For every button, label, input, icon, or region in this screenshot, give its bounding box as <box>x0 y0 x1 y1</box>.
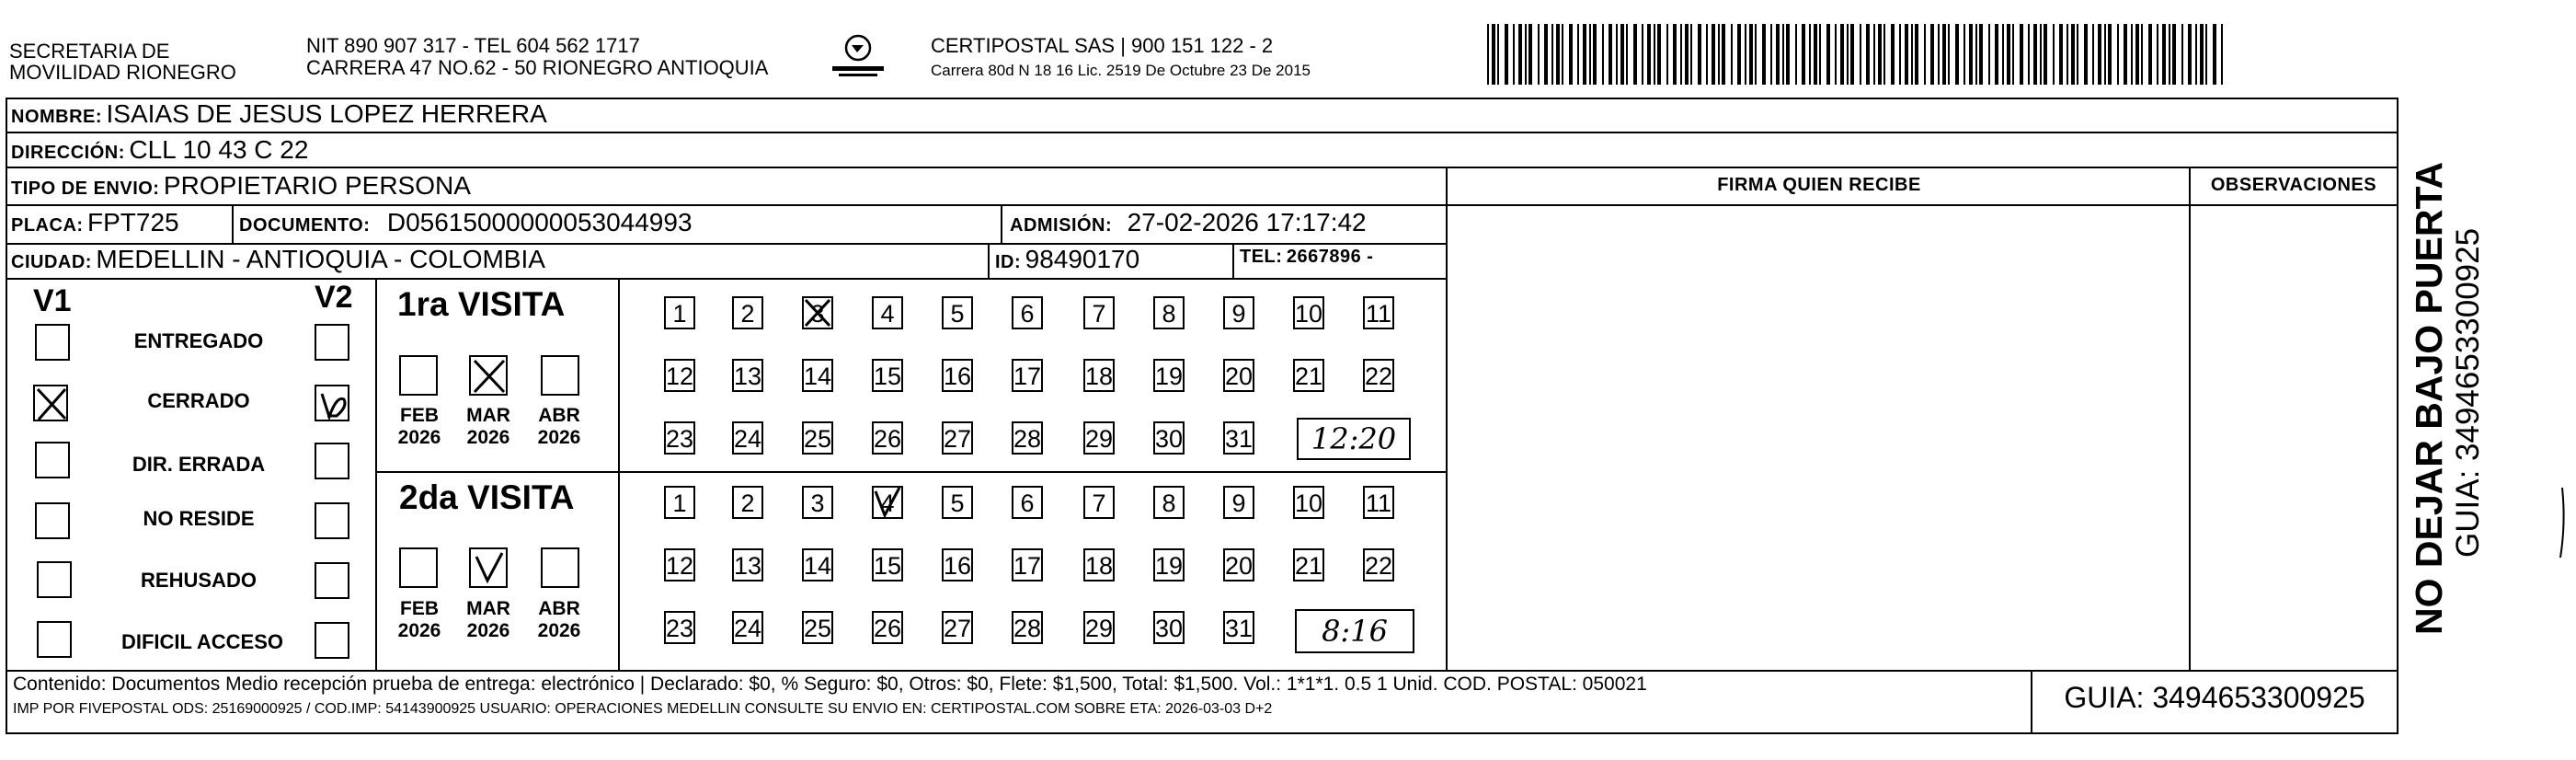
divider <box>1232 243 1234 278</box>
visit1-time[interactable] <box>1297 418 1411 460</box>
footer-contenido: Contenido: Documentos Medio recepción prueba de entrega: electrónico | Declarado: $0, % Seguro: $0, Otros: $0, Flete: $1,500, Total: $1,500. Vol.: 1*1*1. 0.5 1 Unid. COD. POSTAL: 050021 <box>13 674 1647 695</box>
v1-no-reside-checkbox[interactable] <box>35 502 70 539</box>
divider <box>375 278 377 670</box>
visit1-day-5[interactable]: 5 <box>942 296 973 329</box>
side-warning: NO DEJAR BAJO PUERTA <box>2408 161 2450 635</box>
status-dificil-acceso: DIFICIL ACCESO <box>120 630 283 653</box>
visit1-day-18[interactable]: 18 <box>1083 359 1115 392</box>
side-guia: GUIA: 3494653300925 <box>2450 227 2486 558</box>
firma-header: FIRMA QUIEN RECIBE <box>1717 175 1921 195</box>
visit1-day-4[interactable]: 4 <box>872 296 903 329</box>
year-label: 2026 <box>397 427 441 448</box>
tel-label: TEL: <box>1240 247 1283 267</box>
entity-line2: MOVILIDAD RIONEGRO <box>9 61 236 84</box>
month-label: FEB <box>400 598 439 619</box>
x-mark-icon <box>802 296 833 329</box>
divider <box>1446 167 1448 670</box>
visit1-month-feb <box>394 405 445 449</box>
month-label: FEB <box>400 405 439 426</box>
visit1-day-17[interactable]: 17 <box>1012 359 1043 392</box>
visit2-month-mar <box>463 598 514 642</box>
x-mark-icon <box>471 357 508 396</box>
visit1-day-1[interactable]: 1 <box>664 296 695 329</box>
visit2-day-18[interactable]: 18 <box>1083 548 1115 582</box>
status-rehusado: REHUSADO <box>141 569 257 592</box>
admision-value: 27-02-2026 17:17:42 <box>1127 208 1367 236</box>
footer-imp: IMP POR FIVEPOSTAL ODS: 25169000925 / COD.IMP: 54143900925 USUARIO: OPERACIONES MEDELLIN CONSULTE SU ENVIO EN: CERTIPOSTAL.COM SOBRE ETA: 2026-03-03 D+2 <box>13 701 1273 717</box>
month-label: ABR <box>538 405 580 426</box>
address-line: CARRERA 47 NO.62 - 50 RIONEGRO ANTIOQUIA <box>306 56 769 79</box>
v1-cerrado-checkbox[interactable] <box>33 385 68 421</box>
nombre-value: ISAIAS DE JESUS LOPEZ HERRERA <box>106 99 547 128</box>
visit1-day-22[interactable]: 22 <box>1363 359 1394 392</box>
visit2-feb-checkbox[interactable] <box>399 547 438 588</box>
visit2-day-5[interactable]: 5 <box>942 486 973 519</box>
visit2-day-19[interactable]: 19 <box>1153 548 1185 582</box>
visit2-day-2[interactable]: 2 <box>732 486 763 519</box>
visit2-day-17[interactable]: 17 <box>1012 548 1043 582</box>
admision-label: ADMISIÓN: <box>1010 215 1113 236</box>
visit1-mar-checkbox[interactable] <box>469 355 508 396</box>
visit2-month-abr <box>533 598 585 642</box>
visit1-time-value: 12:20 <box>1311 421 1397 456</box>
handwritten-mark-icon <box>316 386 349 421</box>
visit2-title: 2da VISITA <box>399 478 575 516</box>
visit1-day-14[interactable]: 14 <box>802 359 833 392</box>
id-row <box>995 245 1139 274</box>
entity-line1: SECRETARIA DE <box>9 40 170 63</box>
divider <box>1001 204 1002 243</box>
visit1-day-25[interactable]: 25 <box>802 421 833 455</box>
visit2-day-29[interactable]: 29 <box>1083 611 1115 644</box>
direccion-label: DIRECCIÓN: <box>11 143 125 163</box>
visit1-day-31[interactable]: 31 <box>1223 421 1254 455</box>
visit2-day-28[interactable]: 28 <box>1012 611 1043 644</box>
visit2-time[interactable] <box>1295 609 1414 653</box>
ciudad-value: MEDELLIN - ANTIOQUIA - COLOMBIA <box>96 245 545 273</box>
visit2-day-6[interactable]: 6 <box>1012 486 1043 519</box>
visit1-day-16[interactable]: 16 <box>942 359 973 392</box>
documento-row <box>239 208 693 237</box>
visit2-day-8[interactable]: 8 <box>1153 486 1185 519</box>
year-label: 2026 <box>397 620 441 641</box>
v2-cerrado-checkbox[interactable] <box>315 385 349 421</box>
visit2-day-3[interactable]: 3 <box>802 486 833 519</box>
tel-row <box>1240 247 1373 268</box>
visit1-day-2[interactable]: 2 <box>732 296 763 329</box>
visit2-day-13[interactable]: 13 <box>732 548 763 582</box>
month-label: MAR <box>466 598 510 619</box>
visit2-month-feb <box>394 598 445 642</box>
divider <box>2189 167 2191 670</box>
visit2-day-20[interactable]: 20 <box>1223 548 1254 582</box>
tipo-row <box>11 171 471 201</box>
visit2-day-16[interactable]: 16 <box>942 548 973 582</box>
footer-guia: GUIA: 3494653300925 <box>2064 681 2365 714</box>
visit1-day-20[interactable]: 20 <box>1223 359 1254 392</box>
visit2-day-22[interactable]: 22 <box>1363 548 1394 582</box>
visit1-day-27[interactable]: 27 <box>942 421 973 455</box>
v2-entregado-checkbox[interactable] <box>315 324 349 361</box>
tipo-label: TIPO DE ENVIO: <box>11 178 160 199</box>
id-label: ID: <box>995 252 1022 272</box>
visit2-day-27[interactable]: 27 <box>942 611 973 644</box>
visit1-day-7[interactable]: 7 <box>1083 296 1115 329</box>
visit2-mar-checkbox[interactable] <box>469 547 508 588</box>
visit2-day-25[interactable]: 25 <box>802 611 833 644</box>
edge-mark <box>2553 486 2571 559</box>
visit1-day-26[interactable]: 26 <box>872 421 903 455</box>
visit1-feb-checkbox[interactable] <box>399 355 438 396</box>
visit2-day-23[interactable]: 23 <box>664 611 695 644</box>
handwritten-mark-icon <box>872 486 903 519</box>
courier-license: Carrera 80d N 18 16 Lic. 2519 De Octubre 23 De 2015 <box>931 62 1311 79</box>
observaciones-header: OBSERVACIONES <box>2210 175 2377 195</box>
handwritten-mark-icon <box>471 549 508 588</box>
status-dir-errada: DIR. ERRADA <box>132 453 266 476</box>
visit2-day-26[interactable]: 26 <box>872 611 903 644</box>
visit2-time-value: 8:16 <box>1322 614 1388 649</box>
divider <box>2397 98 2399 734</box>
visit1-day-11[interactable]: 11 <box>1363 296 1394 329</box>
barcode <box>1487 24 2223 85</box>
id-value: 98490170 <box>1025 245 1140 273</box>
visit1-month-mar <box>463 405 514 449</box>
month-label: MAR <box>466 405 510 426</box>
visit1-day-3[interactable]: 3 <box>802 296 833 329</box>
visit1-day-28[interactable]: 28 <box>1012 421 1043 455</box>
tipo-value: PROPIETARIO PERSONA <box>163 171 471 200</box>
visit1-day-9[interactable]: 9 <box>1223 296 1254 329</box>
visit2-day-9[interactable]: 9 <box>1223 486 1254 519</box>
divider <box>988 243 990 278</box>
v2-dir-errada-checkbox[interactable] <box>315 443 349 479</box>
visit1-abr-checkbox[interactable] <box>541 355 579 396</box>
v1-entregado-checkbox[interactable] <box>35 324 70 361</box>
v2-header: V2 <box>315 280 353 315</box>
nombre-row <box>11 99 547 129</box>
visit1-day-15[interactable]: 15 <box>872 359 903 392</box>
visit1-day-12[interactable]: 12 <box>664 359 695 392</box>
year-label: 2026 <box>466 620 510 641</box>
visit1-day-10[interactable]: 10 <box>1293 296 1324 329</box>
visit2-day-4[interactable]: 4 <box>872 486 903 519</box>
visit2-day-12[interactable]: 12 <box>664 548 695 582</box>
visit2-day-15[interactable]: 15 <box>872 548 903 582</box>
v2-rehusado-checkbox[interactable] <box>315 562 349 599</box>
placa-label: PLACA: <box>11 215 84 236</box>
visit1-day-6[interactable]: 6 <box>1012 296 1043 329</box>
visit2-day-7[interactable]: 7 <box>1083 486 1115 519</box>
visit2-day-14[interactable]: 14 <box>802 548 833 582</box>
direccion-value: CLL 10 43 C 22 <box>129 135 309 164</box>
visit2-day-10[interactable]: 10 <box>1293 486 1324 519</box>
visit1-day-13[interactable]: 13 <box>732 359 763 392</box>
year-label: 2026 <box>466 427 510 448</box>
nombre-label: NOMBRE: <box>11 107 103 127</box>
v2-no-reside-checkbox[interactable] <box>315 502 349 539</box>
visit1-title: 1ra VISITA <box>397 285 566 323</box>
year-label: 2026 <box>537 427 581 448</box>
divider <box>6 167 2399 168</box>
divider <box>6 278 1448 280</box>
v1-header: V1 <box>33 283 72 318</box>
year-label: 2026 <box>537 620 581 641</box>
visit1-day-19[interactable]: 19 <box>1153 359 1185 392</box>
v1-dificil-acceso-checkbox[interactable] <box>37 621 72 658</box>
v1-rehusado-checkbox[interactable] <box>37 561 72 598</box>
divider <box>618 278 620 670</box>
month-label: ABR <box>538 598 580 619</box>
direccion-row <box>11 135 308 165</box>
admision-row <box>1010 208 1367 237</box>
visit1-day-30[interactable]: 30 <box>1153 421 1185 455</box>
visit2-day-11[interactable]: 11 <box>1363 486 1394 519</box>
visit2-day-24[interactable]: 24 <box>732 611 763 644</box>
status-entregado: ENTREGADO <box>133 329 264 352</box>
visit1-day-24[interactable]: 24 <box>732 421 763 455</box>
ciudad-label: CIUDAD: <box>11 252 92 272</box>
visit1-day-21[interactable]: 21 <box>1293 359 1324 392</box>
x-mark-icon <box>35 386 68 421</box>
documento-label: DOCUMENTO: <box>239 215 371 236</box>
visit2-day-31[interactable]: 31 <box>1223 611 1254 644</box>
visit2-abr-checkbox[interactable] <box>541 547 579 588</box>
courier-name: CERTIPOSTAL SAS | 900 151 122 - 2 <box>931 34 1274 57</box>
tel-value: 2667896 - <box>1286 247 1374 267</box>
placa-value: FPT725 <box>87 208 179 236</box>
ciudad-row <box>11 245 545 274</box>
visit1-month-abr <box>533 405 585 449</box>
v1-dir-errada-checkbox[interactable] <box>35 442 70 478</box>
status-cerrado: CERRADO <box>147 389 250 412</box>
placa-row <box>11 208 179 237</box>
visit1-day-29[interactable]: 29 <box>1083 421 1115 455</box>
v2-dificil-acceso-checkbox[interactable] <box>315 622 349 659</box>
visit2-day-21[interactable]: 21 <box>1293 548 1324 582</box>
divider <box>232 204 234 243</box>
certipostal-logo-icon <box>830 29 887 81</box>
documento-value: D05615000000053044993 <box>386 208 693 236</box>
divider <box>6 670 2399 672</box>
divider <box>6 132 2399 133</box>
divider <box>1446 204 2399 206</box>
nit-line: NIT 890 907 317 - TEL 604 562 1717 <box>306 34 640 57</box>
visit2-day-1[interactable]: 1 <box>664 486 695 519</box>
visit1-day-8[interactable]: 8 <box>1153 296 1185 329</box>
divider <box>375 471 1448 473</box>
visit2-day-30[interactable]: 30 <box>1153 611 1185 644</box>
status-no-reside: NO RESIDE <box>143 507 255 530</box>
visit1-day-23[interactable]: 23 <box>664 421 695 455</box>
